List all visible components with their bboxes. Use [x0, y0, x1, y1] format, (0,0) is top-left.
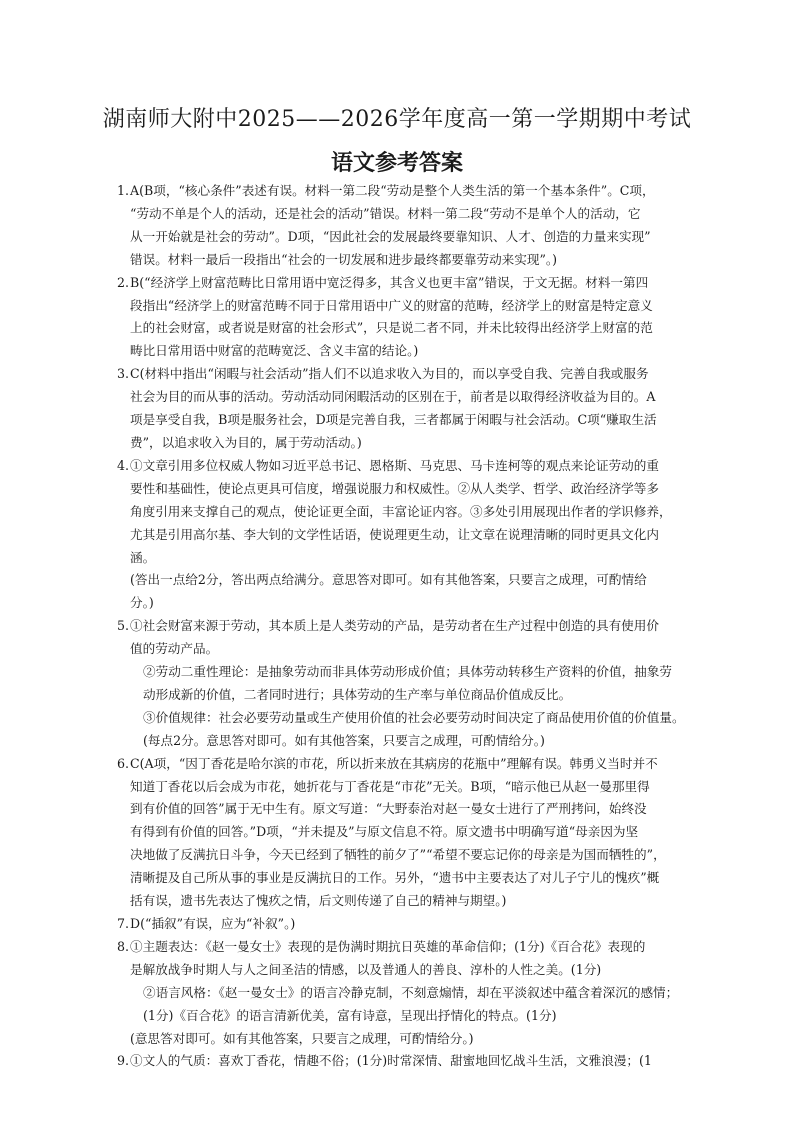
answer-text-line: 清晰提及自己所从事的事业是反满抗日的工作。另外，“遗书中主要表达了对儿子宁儿的愧疚”概: [130, 870, 660, 886]
answer-sub-point: [130, 661, 687, 707]
answer-text-line: 值的劳动产品。: [130, 641, 219, 657]
answer-text-line: 角度引用来支撑自己的观点，使论证更全面，丰富论证内容。③多处引用展现出作者的学识修养，: [130, 503, 672, 519]
answer-number: 8.: [117, 938, 130, 954]
answer-item: [117, 936, 687, 1051]
answer-number: 9.: [117, 1053, 130, 1069]
answer-text-line: ①社会财富来源于劳动，其本质上是人类劳动的产品，是劳动者在生产过程中创造的具有使用价: [130, 618, 659, 634]
answer-text-line: 到有价值的回答”属于无中生有。原文写道：“大野泰治对赵一曼女士进行了严刑拷问，始终没: [130, 801, 647, 817]
answer-text-line: 决地做了反满抗日斗争，今天已经到了牺牲的前夕了”“希望不要忘记你的母亲是为国而牺牲的”，: [130, 847, 666, 863]
answer-text-line: ①主题表达：《赵一曼女士》表现的是伪满时期抗日英雄的革命信仰；(1分)《百合花》表现的: [130, 938, 646, 954]
answer-item: [117, 913, 687, 936]
answer-text-line: 是解放战争时期人与人之间圣洁的情感，以及普通人的善良、淳朴的人性之美。(1分): [130, 961, 602, 977]
answer-list: [117, 180, 687, 1073]
page-title: 湖南师大附中2025——2026学年度高一第一学期期中考试: [102, 107, 692, 132]
page-subtitle: 语文参考答案: [330, 150, 463, 176]
answer-text-line: A(B项，“核心条件”表述有误。材料一第二段“劳动是整个人类生活的第一个基本条件”。C项，: [130, 183, 655, 198]
answer-text-line: ②语言风格：《赵一曼女士》的语言冷静克制，不刻意煽情，却在平淡叙述中蕴含着深沉的感情；: [143, 984, 679, 1000]
answer-item: [117, 1050, 687, 1073]
answer-text-line: 有得到有价值的回答。”D项，“并未提及”与原文信息不符。原文遗书中明确写道“母亲因为坚: [130, 824, 639, 840]
answer-number: 3.: [117, 366, 130, 382]
answer-text-line: D(“插叙”有误，应为“补叙”。): [130, 916, 296, 931]
scoring-note: [130, 569, 687, 615]
answer-text-line: 费”，以追求收入为目的，属于劳动活动。): [130, 434, 362, 450]
scoring-note-line: (答出一点给2分，答出两点给满分。意思答对即可。如有其他答案，只要言之成理，可酌情给: [130, 572, 647, 588]
answer-text-line: ①文章引用多位权威人物如习近平总书记、恩格斯、马克思、马卡连柯等的观点来论证劳动的重: [130, 457, 659, 473]
scoring-note-line: 分。): [130, 595, 154, 611]
answer-number: 7.: [117, 916, 130, 931]
answer-text-line: 括有误，遗书先表达了愧疚之情，后文则传递了自己的精神与期望。): [130, 893, 507, 909]
answer-item: [117, 753, 687, 913]
answer-number: 1.: [117, 183, 130, 198]
answer-number: 5.: [117, 618, 130, 634]
answer-item: [117, 272, 687, 364]
answer-sub-point: [130, 982, 687, 1028]
answer-item: [117, 615, 687, 752]
answer-text-line: 动形成新的价值，二者同时进行；具体劳动的生产率与单位商品价值成反比。: [143, 686, 572, 702]
answer-text-line: 上的社会财富，或者说是财富的社会形式”，只是说二者不同，并未比较得出经济学上财富的范: [130, 320, 653, 336]
scoring-note: [130, 1028, 687, 1051]
answer-text-line: 知道丁香花以后会成为市花，她折花与丁香花是“市花”无关。B项，“暗示他已从赵一曼那里得: [130, 778, 650, 794]
answer-text-line: 涵。: [130, 549, 156, 565]
answer-text-line: 项是享受自我，B项是服务社会，D项是完善自我，三者都属于闲暇与社会活动。C项“赚取生活: [130, 412, 657, 428]
scoring-note-line: (意思答对即可。如有其他答案，只要言之成理，可酌情给分。): [130, 1030, 474, 1046]
answer-text-line: C(A项，“因丁香花是哈尔滨的市花，所以折来放在其病房的花瓶中”理解有误。韩勇义当时并不: [130, 755, 658, 771]
answer-text-line: (1分)《百合花》的语言清新优美，富有诗意，呈现出抒情化的特点。(1分): [143, 1007, 557, 1023]
answer-text-line: ②劳动二重性理论：是抽象劳动而非具体劳动形成价值；具体劳动转移生产资料的价值，抽象劳: [143, 664, 672, 680]
answer-text-line: 尤其是引用高尔基、李大钊的文学性话语，使说理更生动，让文章在说理清晰的同时更具文化内: [130, 526, 659, 542]
answer-text-line: 错误。材料一最后一段指出“社会的一切发展和进步最终都要靠劳动来实现”。): [130, 251, 558, 267]
answer-number: 6.: [117, 755, 130, 771]
answer-item: [117, 180, 687, 272]
answer-number: 2.: [117, 274, 130, 290]
answer-text-line: C(材料中指出“闲暇与社会活动”指人们不以追求收入为目的，而以享受自我、完善自我或服务: [130, 366, 649, 382]
answer-text-line: 段指出“经济学上的财富范畴不同于日常用语中广义的财富的范畴，经济学上的财富是特定意义: [130, 297, 653, 313]
answer-item: [117, 455, 687, 615]
answer-text-line: “劳动不单是个人的活动，还是社会的活动”错误。材料一第二段“劳动不是单个人的活动，它: [130, 205, 641, 221]
answer-item: [117, 363, 687, 455]
answer-text-line: 从一开始就是社会的劳动”。D项，“因此社会的发展最终要靠知识、人才、创造的力量来实现”: [130, 228, 651, 244]
answer-number: 4.: [117, 457, 130, 473]
answer-text-line: (每点2分。意思答对即可。如有其他答案，只要言之成理，可酌情给分。): [143, 732, 545, 748]
answer-text-line: 畴比日常用语中财富的范畴宽泛、含义丰富的结论。): [130, 343, 419, 359]
answer-text-line: ①文人的气质：喜欢丁香花，情趣不俗；(1分)时常深情、甜蜜地回忆战斗生活，文雅浪漫；(1: [130, 1053, 652, 1069]
answer-text-line: 要性和基础性，使论点更具可信度，增强说服力和权威性。②从人类学、哲学、政治经济学等多: [130, 480, 659, 496]
answer-sub-point: [130, 707, 687, 753]
answer-text-line: B(“经济学上财富范畴比日常用语中宽泛得多，其含义也更丰富”错误，于文无据。材料一第四: [130, 274, 649, 290]
answer-text-line: 社会为目的而从事的活动。劳动活动同闲暇活动的区别在于，前者是以取得经济收益为目的。A: [130, 389, 656, 405]
answer-text-line: ③价值规律：社会必要劳动量或生产使用价值的社会必要劳动时间决定了商品使用价值的价值量。: [143, 709, 685, 725]
